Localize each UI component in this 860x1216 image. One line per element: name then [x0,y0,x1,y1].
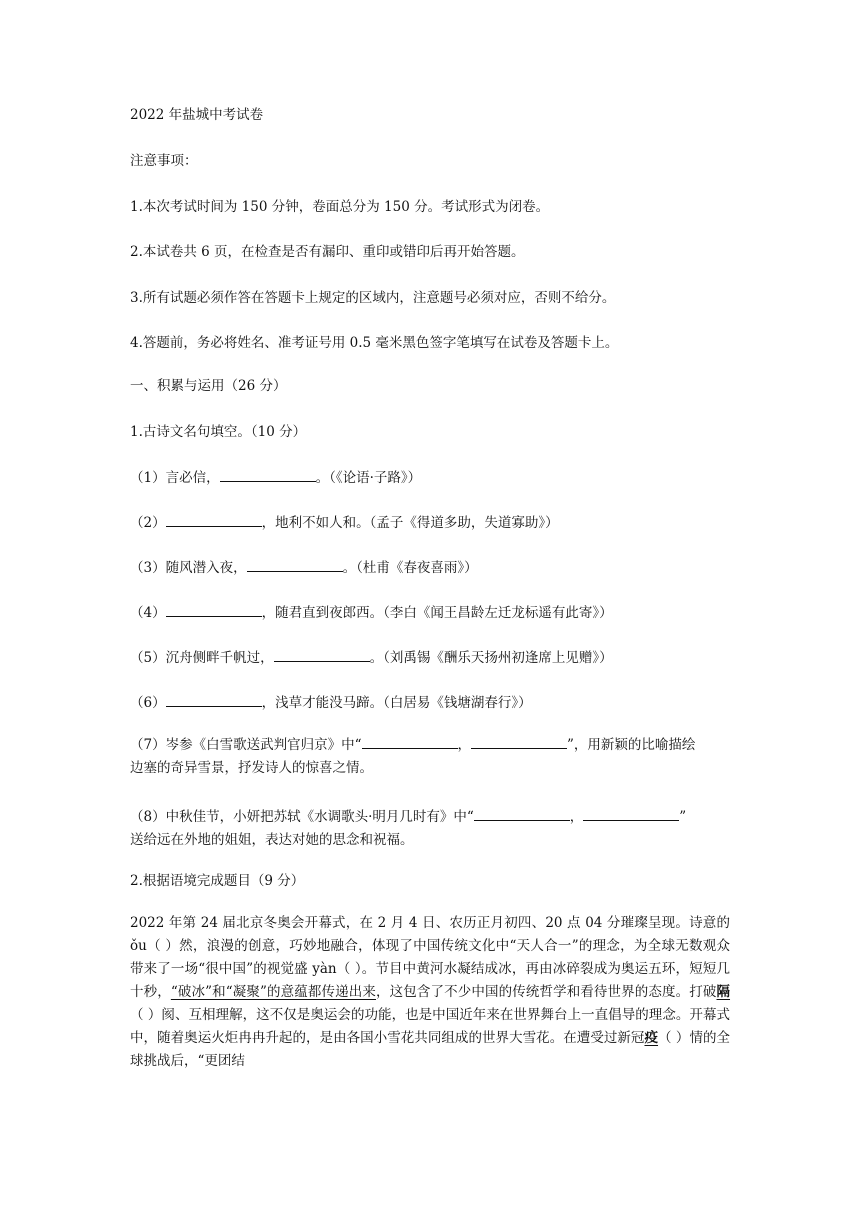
question-1-item-6: （6） ，浅草才能没马蹄。（白居易《钱塘湖春行》） [130,692,532,713]
emphasized-char-ge: 隔 [716,984,731,1000]
question-2-heading: 2.根据语境完成题目（9 分） [130,873,305,889]
answer-blank [220,467,316,482]
underlined-phrase: “破冰”和“凝聚”的意蕴都传递出来 [170,984,377,1000]
question-1-item-1: （1）言必信， 。（《论语·子路》） [130,467,421,488]
notice-2: 2.本试卷共 6 页，在检查是否有漏印、重印或错印后再开始答题。 [130,244,525,260]
question-2-passage: 2022 年第 24 届北京冬奥会开幕式，在 2 月 4 日、农历正月初四、20 点 04 分璀璨呈现。诗意的ǒu（ ）然，浪漫的创意，巧妙地融合，体现了中国传统文化中“天人合一”的理念，为全球无数观众带来了一场“很中国”的视觉盛 yàn（ ）。节目中黄河水凝结成冰，再由冰碎裂成为奥运五环，短短几十秒，“破冰”和“凝聚”的意蕴都传递出来，这包含了不少中国的传统哲学和看待世界的态度。打破隔（ ）阂、互相理解，这不仅是奥运会的功能，也是中国近年来在世界舞台上一直倡导的理念。开幕式中，随着奥运火炬冉冉升起的，是由各国小雪花共同组成的世界大雪花。在遭受过新冠疫（ ）情的全球挑战后，“更团结 [130,915,731,1069]
question-1-item-8: （8）中秋佳节，小妍把苏轼《水调歌头·明月几时有》中“ ， ” 送给远在外地的姐姐，表达对她的思念和祝福。 [130,806,730,852]
question-1-item-2: （2） ，地利不如人和。（孟子《得道多助，失道寡助》） [130,512,559,533]
question-1-heading: 1.古诗文名句填空。（10 分） [130,424,307,440]
question-1-item-5: （5）沉舟侧畔千帆过， 。（刘禹锡《酬乐天扬州初逢席上见赠》） [130,647,613,668]
answer-blank [166,512,262,527]
question-1-item-3: （3）随风潜入夜， 。（杜甫《春夜喜雨》） [130,557,478,578]
answer-blank [247,557,343,572]
emphasized-char-yi: 疫 [644,1030,659,1046]
notice-heading: 注意事项： [130,153,198,169]
answer-blank [583,806,679,821]
answer-blank [474,806,570,821]
answer-blank [362,734,458,749]
notice-1: 1.本次考试时间为 150 分钟，卷面总分为 150 分。考试形式为闭卷。 [130,199,550,215]
notice-4: 4.答题前，务必将姓名、准考证号用 0.5 毫米黑色签字笔填写在试卷及答题卡上。 [130,335,619,351]
answer-blank [166,602,262,617]
question-1-item-7: （7）岑参《白雪歌送武判官归京》中“ ， ”，用新颖的比喻描绘 边塞的奇异雪景，抒发诗人的惊喜之情。 [130,734,730,780]
exam-title: 2022 年盐城中考试卷 [130,107,264,123]
notice-3: 3.所有试题必须作答在答题卡上规定的区域内，注意题号必须对应，否则不给分。 [130,290,616,306]
section-heading: 一、积累与运用（26 分） [130,378,287,394]
question-1-item-4: （4） ，随君直到夜郎西。（李白《闻王昌龄左迁龙标遥有此寄》） [130,602,613,623]
answer-blank [471,734,567,749]
answer-blank [274,647,370,662]
answer-blank [166,692,262,707]
